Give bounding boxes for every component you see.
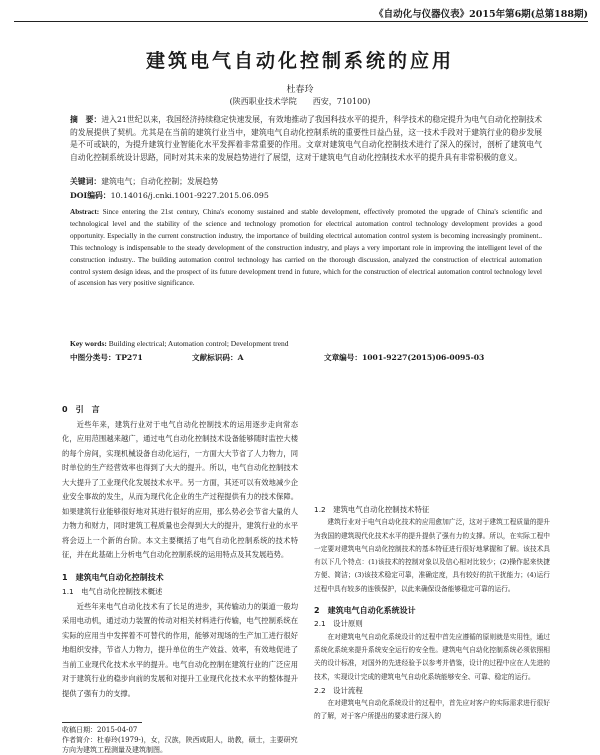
article-no-value: 1001-9227(2015)06-0095-03 bbox=[361, 353, 485, 362]
abstract-en bbox=[70, 207, 542, 290]
abstract-zh-text: 进入21世纪以来，我国经济持续稳定快速发展，有效地推动了我国科技水平的提升，科学技术的稳定提升为电气自动化控制技术的发展提供了契机。尤其是在当前的建筑行业当中，建筑电气自动化控制系统的重要性日益凸显，这一技术手段对于建筑行业的稳步发展是不可或缺的，为提升建筑行业智能化水平发挥着非常重要的作用。文章对建筑电气自动化控制技术进行了深入的探讨，剖析了建筑电气自动化控制系统设计思路，同时对其未来的发展趋势进行了展望，这对于建筑电气自动化控制技术水平的提升具有非常积极的意义。 bbox=[70, 115, 542, 162]
section-heading-2: 2 建筑电气自动化系统设计 bbox=[314, 606, 416, 616]
doc-code-label: 文献标识码： bbox=[192, 353, 238, 362]
intro-paragraph: 近些年来，建筑行业对于电气自动化控制技术的运用逐步走向常态化，应用范围越来越广，通过电气自动化控制技术设备能够随时监控大楼的每个房间，实现机械设备自动化运行，一方面大大节省了人力物力，同时单位的生产经营效率也得到了大大的提升。所以，电气自动化控制技术大大提升了工业现代化发展技术水平。另一方面，其还可以有效地减少企业安全事故的发生，从而为现代化企业的生产过程提供有力的技术保障。如果建筑行业能够很好地对其进行很好的应用，那么势必会节省大量的人力物力和财力，同时建筑工程质量也会得到大大的提升，建筑行业的水平将会迈上一个新的台阶。本文主要概括了电气自动化控制系统的技术特征，并在此基础上分析电气自动化控制系统的运用特点及其发展趋势。 bbox=[62, 419, 298, 559]
keywords-en bbox=[70, 339, 542, 348]
paragraph-1-2: 建筑行业对于电气自动化技术的应用愈加广泛，这对于建筑工程质量的提升为我国的建筑现代化技术水平的提升提供了强有力的支撑。所以，在实际工程中一定要对建筑电气自动化控制技术的基本特征进行很好地掌握和了解。该技术具有以下几个特点：(1)该技术的控制对象以及信心相对比较少；(2)操作起来快捷方便、简洁；(3)该技术稳定可靠，准确定度，具有较好的抗干扰能力；(4)运行过程中具有较多的连锁保护，以此来确保设备能够稳定可靠的运行。 bbox=[314, 518, 550, 593]
spacer bbox=[62, 563, 298, 571]
article-no-label: 文章编号： bbox=[324, 353, 362, 362]
abstract-zh bbox=[70, 114, 542, 164]
journal-header bbox=[14, 6, 588, 20]
article-title: 建筑电气自动化控制系统的应用 bbox=[145, 50, 454, 72]
abstract-zh-label: 摘 要： bbox=[70, 115, 102, 124]
received-date: 收稿日期：2015-04-07 bbox=[62, 726, 138, 734]
doc-code bbox=[192, 352, 243, 363]
body-column-left bbox=[62, 403, 298, 719]
subsection-heading-1-1: 1.1 电气自动化控制技术概述 bbox=[62, 587, 163, 596]
subsection-heading-2-2: 2.2 设计流程 bbox=[314, 685, 363, 695]
clc-label: 中图分类号： bbox=[70, 353, 116, 362]
doi-label: DOI编码： bbox=[70, 191, 111, 200]
doi-text: 10.14016/j.cnki.1001-9227.2015.06.095 bbox=[110, 191, 269, 200]
classification-line bbox=[70, 352, 542, 364]
footnote bbox=[62, 725, 298, 755]
paragraph-2-1: 在对建筑电气自动化系统设计的过程中首先应遵循的原则就是实用性，通过系统化系统来提升系统安全运行的安全性。建筑电气自动化控制系统必须依照相关的设计标准，对国外的先进经验予以参考并借鉴，设计的过程中应在人先进的技术，实现设计完成的建筑电气自动化系统能够安全、可靠、稳定的运行。 bbox=[314, 632, 550, 681]
abstract-en-text: Since entering the 21st century, China's economy sustained and stable development, effectively promoted the upgrade of China's scientific and technological level and the stability of the science and technology promotion for electrical automation control technology development provides a good opportunity. Especially in the current construction industry, the importance of building electrical automation control system is becoming increasingly prominent.. This technology is indispensable to the steady development of the construction industry, and plays a very important role in improving the intelligent level of the construction industry.. The building automation control technology has carried on the thorough discussion, analyzed the construction of electrical automation control system design ideas, and the prospect of its future development trend in future, which for the construction of electrical automation control technology level of ascension has very positive significance. bbox=[70, 208, 542, 288]
author-name: 杜春玲 bbox=[286, 85, 314, 95]
keywords-en-label: Key words: bbox=[70, 339, 107, 348]
clc-code bbox=[70, 352, 143, 363]
footnote-rule bbox=[62, 722, 142, 723]
section-heading-introduction: 0 引 言 bbox=[62, 405, 100, 414]
subsection-heading-2-1: 2.1 设计原则 bbox=[314, 619, 363, 629]
section-heading-1: 1 建筑电气自动化控制技术 bbox=[62, 572, 164, 582]
keywords-zh-text: 建筑电气；自动化控制；发展趋势 bbox=[101, 177, 219, 186]
clc-value: TP271 bbox=[115, 353, 143, 362]
paragraph-1-1: 近些年来电气自动化技术有了长足的进步，其传输动力的渠道一般均采用电动机，通过动力装置的传动对相关材料进行传输，电气控制系统在实际的应用当中发挥着不可替代的作用，能够对现场的生产加工进行很好地组织安排，节省人力物力，提升单位的生产效益、效率，有效地促进了当前工业现代化技术水平的提升。电气自动化控制在建筑行业的广泛应用对于建筑行业的稳步向前的发展和对提升工业现代化技术水平的整体提升提供了强有力的支撑。 bbox=[62, 601, 298, 698]
journal-line: 《自动化与仪器仪表》2015年第6期(总第188期) bbox=[374, 9, 588, 20]
header-rule bbox=[14, 21, 588, 22]
body-column-right bbox=[314, 403, 550, 751]
doi-line bbox=[70, 190, 542, 201]
abstract-en-label: Abstract: bbox=[70, 208, 100, 216]
paragraph-2-2: 在对建筑电气自动化系统设计的过程中，首先应对客户的实际需求进行很好的了解，对于客户所提出的要求进行深入的 bbox=[314, 699, 550, 721]
keywords-zh-label: 关键词： bbox=[70, 177, 102, 186]
spacer bbox=[314, 596, 550, 604]
keywords-zh bbox=[70, 176, 542, 187]
subsection-heading-1-2: 1.2 建筑电气自动化控制技术特征 bbox=[314, 505, 430, 514]
keywords-en-text: Building electrical; Automation control; Development trend bbox=[108, 339, 289, 348]
article-number bbox=[324, 352, 484, 363]
doc-code-value: A bbox=[237, 353, 244, 362]
author-affiliation: (陕西职业技术学院 西安，710100) bbox=[229, 97, 371, 106]
author-bio: 作者简介：杜春玲(1979-)，女，汉族，陕西咸阳人，助教，硕士，主要研究方向为建筑工程测量及建筑制图。 bbox=[62, 736, 298, 754]
